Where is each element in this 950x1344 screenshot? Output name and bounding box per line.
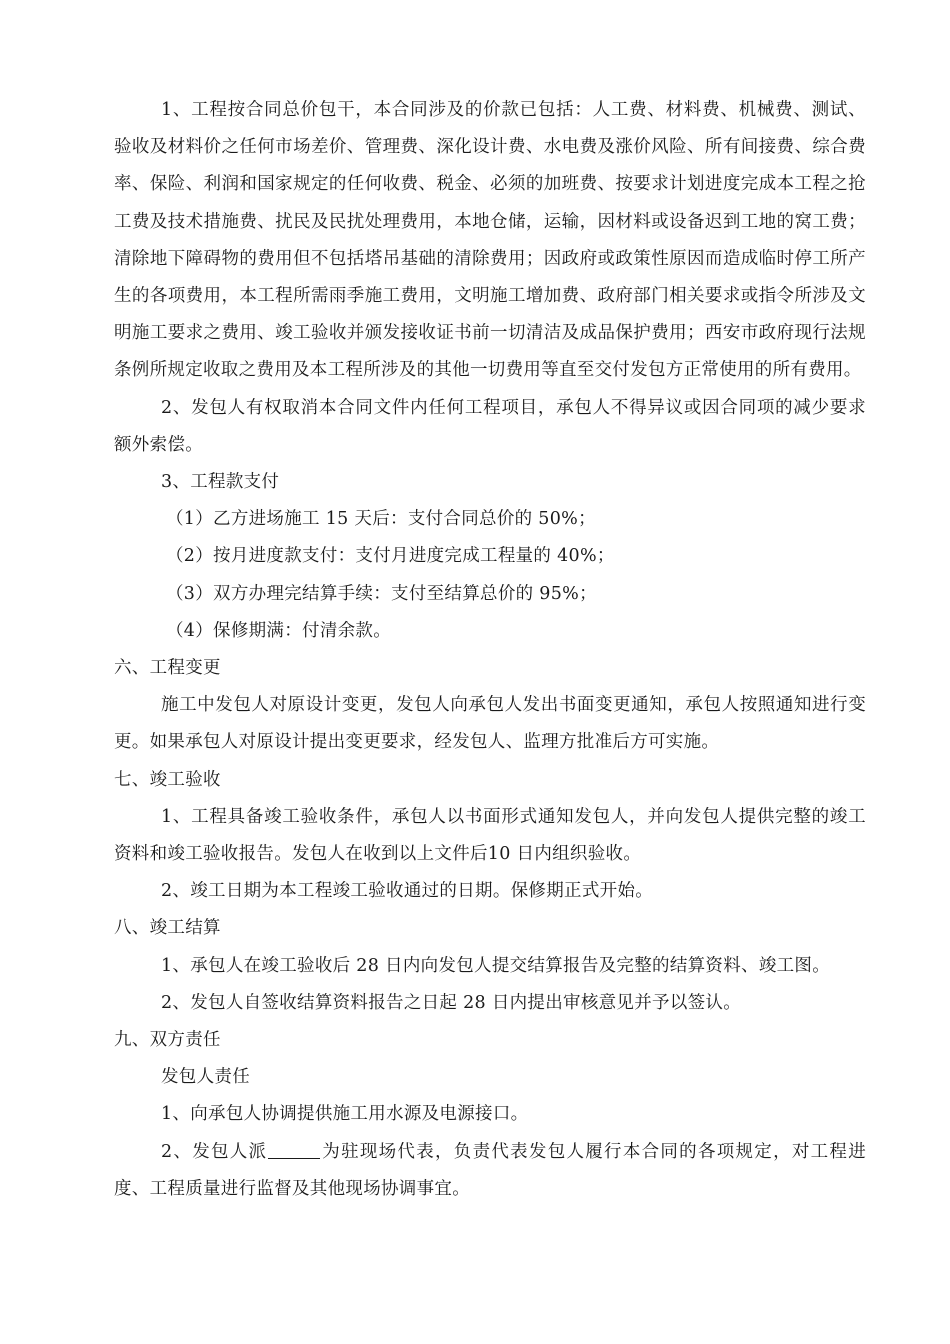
clause-price-inclusion: 1、工程按合同总价包干，本合同涉及的价款已包括：人工费、材料费、机械费、测试、验收及材料价之任何市场差价、管理费、深化设计费、水电费及涨价风险、所有间接费、综合费率、保险、利润和国家规定的任何收费、税金、必须的加班费、按要求计划进度完成本工程之抢工费及技术措施费、扰民及民扰处理费用，本地仓储，运输，因材料或设备迟到工地的窝工费；清除地下障碍物的费用但不包括塔吊基础的清除费用；因政府或政策性原因而造成临时停工所产生的各项费用，本工程所需雨季施工费用，文明施工增加费、政府部门相关要求或指令所涉及文明施工要求之费用、竣工验收并颁发接收证书前一切清洁及成品保护费用；西安市政府现行法规条例所规定收取之费用及本工程所涉及的其他一切费用等直至交付发包方正常使用的所有费用。 — [114, 100, 866, 381]
section-heading-responsibilities: 九、双方责任 — [114, 1030, 221, 1051]
clause-design-change: 施工中发包人对原设计变更，发包人向承包人发出书面变更通知，承包人按照通知进行变更。如果承包人对原设计提出变更要求，经发包人、监理方批准后方可实施。 — [114, 695, 866, 753]
clause-settlement-review: 2、发包人自签收结算资料报告之日起 28 日内提出审核意见并予以签认。 — [161, 992, 742, 1013]
clause-acceptance-conditions: 1、工程具备竣工验收条件，承包人以书面形式通知发包人，并向发包人提供完整的竣工资料和竣工验收报告。发包人在收到以上文件后10 日内组织验收。 — [114, 806, 866, 865]
clause-payment-title: 3、工程款支付 — [161, 472, 280, 493]
section-heading-engineering-change: 六、工程变更 — [114, 658, 221, 679]
document-body — [114, 92, 866, 1208]
clause-site-representative — [114, 1134, 866, 1208]
payment-item-1: （1）乙方进场施工 15 天后：支付合同总价的 50%； — [166, 509, 596, 530]
payment-item-2: （2）按月进度款支付：支付月进度完成工程量的 40%； — [166, 546, 615, 567]
section-heading-final-settlement: 八、竣工结算 — [114, 918, 221, 939]
clause-settlement-report: 1、承包人在竣工验收后 28 日内向发包人提交结算报告及完整的结算资料、竣工图。 — [161, 955, 831, 976]
clause-completion-date: 2、竣工日期为本工程竣工验收通过的日期。保修期正式开始。 — [161, 881, 654, 902]
section-heading-completion-acceptance: 七、竣工验收 — [114, 769, 221, 790]
site-rep-prefix: 2、发包人派 — [161, 1141, 268, 1162]
clause-owner-cancel-right: 2、发包人有权取消本合同文件内任何工程项目，承包人不得异议或因合同项的减少要求额外索偿。 — [114, 397, 866, 455]
subheading-owner-responsibilities: 发包人责任 — [161, 1067, 250, 1088]
payment-item-3: （3）双方办理完结算手续：支付至结算总价的 95%； — [166, 583, 597, 604]
clause-water-power: 1、向承包人协调提供施工用水源及电源接口。 — [161, 1104, 529, 1125]
representative-blank-line — [268, 1140, 320, 1159]
site-rep-suffix: 为驻现场代表，负责代表发包人履行本合同的各项规定，对工程进度、工程质量进行监督及其他现场协调事宜。 — [114, 1141, 866, 1199]
payment-item-4: （4）保修期满：付清余款。 — [166, 620, 392, 641]
